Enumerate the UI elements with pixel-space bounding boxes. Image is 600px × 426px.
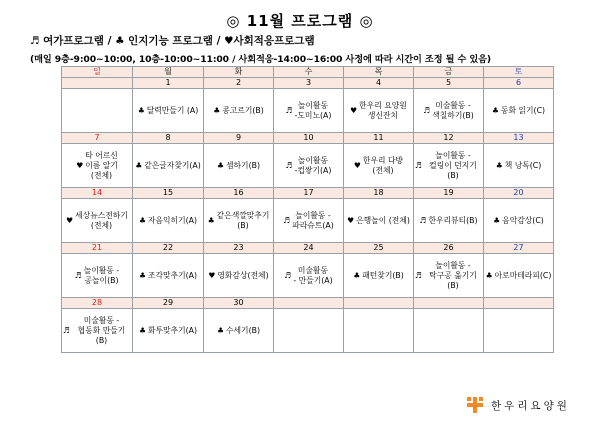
date-cell: 26 <box>414 243 484 254</box>
activity-cell <box>204 199 274 243</box>
date-cell <box>484 298 554 309</box>
weekday-header: 토 <box>484 67 554 78</box>
activity-label: 셈하기(B) <box>225 160 261 170</box>
date-cell: 17 <box>274 188 344 199</box>
calendar-body <box>62 78 554 353</box>
activity-label: 놀이활동 - 공놀이(B) <box>83 265 120 285</box>
date-cell: 20 <box>484 188 554 199</box>
activity-label: 패턴찾기(B) <box>362 270 404 280</box>
activity-label: 미술활동 - 색칠하기(B) <box>432 100 474 120</box>
date-cell: 3 <box>274 78 344 89</box>
club-icon: ♣ <box>216 160 224 170</box>
club-icon: ♣ <box>135 160 143 170</box>
date-cell <box>62 78 133 89</box>
club-icon: ♣ <box>216 325 224 335</box>
weekday-header: 월 <box>133 67 204 78</box>
activity-cell <box>62 89 133 133</box>
activity-cell <box>484 309 554 353</box>
activity-cell <box>204 89 274 133</box>
activity-label: 타 어르신 이름 알기 (전체) <box>85 150 118 180</box>
date-cell: 27 <box>484 243 554 254</box>
weekday-header: 수 <box>274 67 344 78</box>
activity-label: 놀이활동 - 컬링이 던지기(B) <box>429 150 477 180</box>
date-cell: 14 <box>62 188 133 199</box>
activity-cell <box>62 144 133 188</box>
facility-name: 한우리요양원 <box>491 399 570 412</box>
music-note-icon: ♬ <box>284 270 292 280</box>
date-cell <box>414 298 484 309</box>
activity-cell <box>204 309 274 353</box>
heart-icon: ♥ <box>66 215 74 225</box>
heart-icon: ♥ <box>347 215 355 225</box>
activity-row <box>62 89 554 133</box>
music-note-icon: ♬ <box>285 105 293 115</box>
activity-label: 화투맞추기(A) <box>147 325 198 335</box>
calendar-table <box>61 66 554 353</box>
date-cell: 8 <box>133 133 204 144</box>
date-cell: 1 <box>133 78 204 89</box>
activity-cell <box>484 144 554 188</box>
activity-cell <box>484 199 554 243</box>
date-cell: 6 <box>484 78 554 89</box>
date-cell: 18 <box>344 188 414 199</box>
club-icon: ♣ <box>213 105 221 115</box>
activity-cell <box>133 199 204 243</box>
program-legend: ♬ 여가프로그램 / ♣ 인지기능 프로그램 / ♥사회적응프로그램 <box>30 35 315 47</box>
activity-label: 놀이활동 -컵쌓기(A) <box>294 155 332 175</box>
activity-label: 미술활동 - 만들기(A) <box>293 265 333 285</box>
activity-row <box>62 199 554 243</box>
date-row <box>62 133 554 144</box>
date-cell: 19 <box>414 188 484 199</box>
club-icon: ♣ <box>493 215 501 225</box>
activity-label: 음악감상(C) <box>502 215 544 225</box>
activity-label: 조각맞추기(A) <box>147 270 198 280</box>
weekday-header: 금 <box>414 67 484 78</box>
date-cell: 21 <box>62 243 133 254</box>
schedule-note: (매일 9층-9:00~10:00, 10층-10:00~11:00 / 사회적응-14:00~16:00 사정에 따라 시간이 조정 될 수 있음) <box>30 54 491 65</box>
date-row <box>62 298 554 309</box>
page-title: ◎ 11월 프로그램 ◎ <box>226 12 374 30</box>
date-cell: 4 <box>344 78 414 89</box>
activity-label: 한우리 다방 (전체) <box>362 155 404 175</box>
date-cell: 29 <box>133 298 204 309</box>
club-icon: ♣ <box>491 105 499 115</box>
activity-cell <box>414 254 484 298</box>
activity-cell <box>344 254 414 298</box>
date-cell: 2 <box>204 78 274 89</box>
activity-label: 같은글자찾기(A) <box>144 160 201 170</box>
date-cell: 25 <box>344 243 414 254</box>
activity-label: 미술활동 - 협동화 만들기(B) <box>77 315 126 345</box>
activity-cell <box>274 144 344 188</box>
music-note-icon: ♬ <box>415 160 422 170</box>
activity-cell <box>274 254 344 298</box>
activity-cell <box>62 309 133 353</box>
activity-cell <box>414 199 484 243</box>
activity-label: 수세기(B) <box>225 325 261 335</box>
activity-label: 영화감상(전체) <box>217 270 269 280</box>
activity-label: 한우리 요양원 생신잔치 <box>359 100 407 120</box>
music-note-icon: ♬ <box>63 325 70 335</box>
music-note-icon: ♬ <box>74 270 82 280</box>
activity-cell <box>344 89 414 133</box>
footer <box>467 397 570 413</box>
activity-label: 자음익히기(A) <box>147 215 198 225</box>
activity-cell <box>204 254 274 298</box>
weekday-header: 일 <box>62 67 133 78</box>
activity-label: 한우리뷰티(B) <box>428 215 478 225</box>
activity-cell <box>344 309 414 353</box>
club-icon: ♣ <box>137 105 145 115</box>
date-cell: 23 <box>204 243 274 254</box>
date-cell: 22 <box>133 243 204 254</box>
date-cell: 15 <box>133 188 204 199</box>
music-note-icon: ♬ <box>415 270 422 280</box>
activity-row <box>62 309 554 353</box>
date-cell: 30 <box>204 298 274 309</box>
music-note-icon: ♬ <box>285 160 293 170</box>
club-icon: ♣ <box>485 270 493 280</box>
date-cell: 7 <box>62 133 133 144</box>
activity-label: 달력만들기 (A) <box>146 105 199 115</box>
activity-cell <box>62 199 133 243</box>
activity-label: 놀이활동 -도미노(A) <box>294 100 332 120</box>
activity-cell <box>133 254 204 298</box>
date-cell: 11 <box>344 133 414 144</box>
activity-label: 아로마테라피(C) <box>494 270 552 280</box>
club-icon: ♣ <box>138 215 146 225</box>
weekday-header: 화 <box>204 67 274 78</box>
date-cell <box>274 298 344 309</box>
activity-cell <box>133 309 204 353</box>
date-cell: 16 <box>204 188 274 199</box>
date-cell: 12 <box>414 133 484 144</box>
activity-cell <box>414 144 484 188</box>
activity-row <box>62 144 554 188</box>
activity-label: 놀이활동 - 탁구공 옮기기(B) <box>429 260 477 290</box>
music-note-icon: ♬ <box>283 215 291 225</box>
activity-cell <box>484 89 554 133</box>
activity-row <box>62 254 554 298</box>
date-row <box>62 188 554 199</box>
music-note-icon: ♬ <box>419 215 427 225</box>
date-cell <box>344 298 414 309</box>
date-cell: 24 <box>274 243 344 254</box>
activity-cell <box>133 89 204 133</box>
date-cell: 10 <box>274 133 344 144</box>
date-row <box>62 78 554 89</box>
activity-label: 동화 읽기(C) <box>500 105 546 115</box>
activity-cell <box>274 89 344 133</box>
date-cell: 9 <box>204 133 274 144</box>
activity-cell <box>62 254 133 298</box>
date-cell: 28 <box>62 298 133 309</box>
activity-cell <box>344 144 414 188</box>
music-note-icon: ♬ <box>423 105 431 115</box>
club-icon: ♣ <box>353 270 361 280</box>
activity-cell <box>204 144 274 188</box>
orange-cross-logo-icon <box>467 397 483 413</box>
club-icon: ♣ <box>138 270 146 280</box>
activity-cell <box>274 199 344 243</box>
club-icon: ♣ <box>495 160 503 170</box>
activity-cell <box>414 309 484 353</box>
weekday-header: 목 <box>344 67 414 78</box>
club-icon: ♣ <box>207 215 215 225</box>
date-cell: 5 <box>414 78 484 89</box>
activity-cell <box>414 89 484 133</box>
date-row <box>62 243 554 254</box>
heart-icon: ♥ <box>353 160 361 170</box>
activity-cell <box>133 144 204 188</box>
activity-cell <box>484 254 554 298</box>
date-cell: 13 <box>484 133 554 144</box>
activity-label: 콩고르기(B) <box>222 105 264 115</box>
activity-label: 놀이활동 - 파라슈트(A) <box>292 210 334 230</box>
activity-label: 은행놀이 (전체) <box>356 215 410 225</box>
activity-label: 세상뉴스전하기 (전체) <box>75 210 128 230</box>
weekday-header-row <box>62 67 554 78</box>
activity-cell <box>274 309 344 353</box>
heart-icon: ♥ <box>76 160 84 170</box>
heart-icon: ♥ <box>208 270 216 280</box>
activity-label: 같은색깔맞추기 (B) <box>216 210 270 230</box>
heart-icon: ♥ <box>350 105 358 115</box>
activity-label: 책 낭독(C) <box>504 160 542 170</box>
activity-cell <box>344 199 414 243</box>
club-icon: ♣ <box>138 325 146 335</box>
